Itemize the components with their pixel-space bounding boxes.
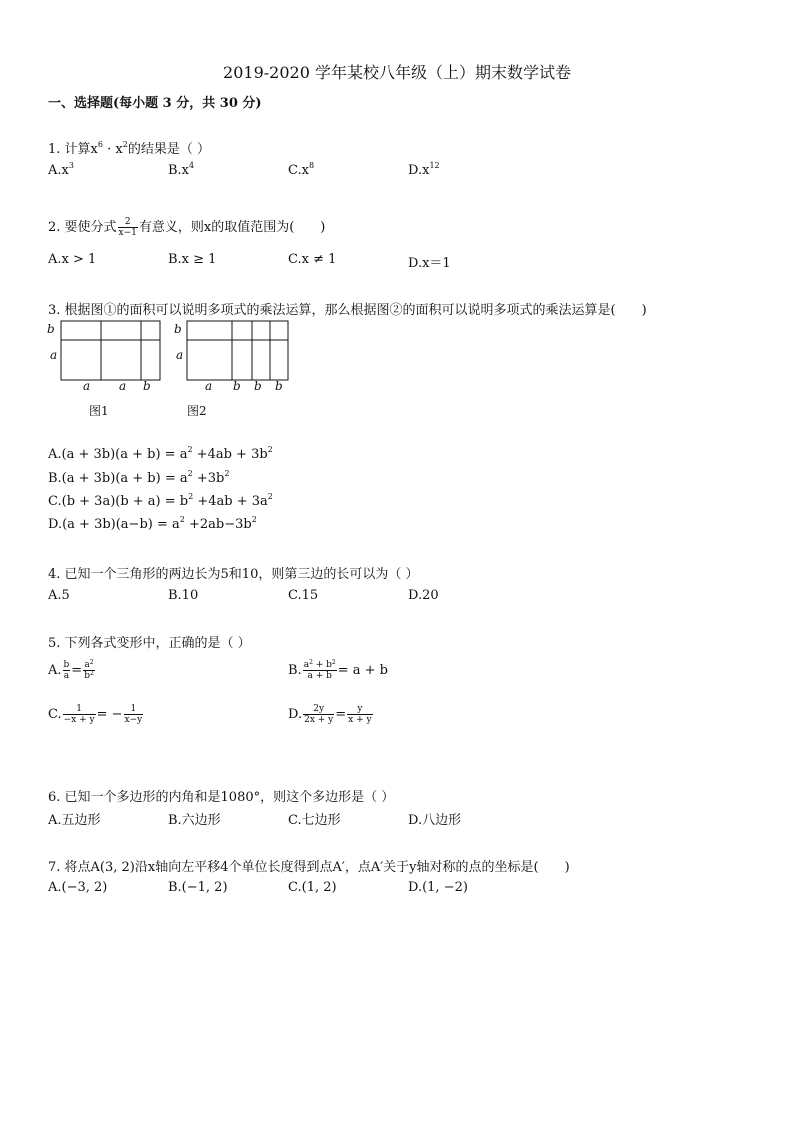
q1-prefix: 1. 计算	[48, 142, 91, 157]
fig1-label-a2: a	[119, 379, 127, 393]
fig2-label-b1: b	[233, 379, 241, 393]
q1-option-b: $B.x^4$	[168, 161, 195, 178]
q5-option-c: C. $\frac{1}{-x + y}$ = − $\frac{1}{x-y}$	[48, 704, 143, 725]
question-6: 6. 已知一个多边形的内角和是1080°，则这个多边形是（ ）	[48, 790, 395, 805]
q2-option-d: D.x＝1	[408, 256, 451, 271]
q1-suffix: 的结果是（ ）	[127, 142, 210, 157]
q6-option-c: C.七边形	[288, 813, 341, 828]
q1-option-c: $C.x^8$	[288, 161, 315, 178]
q7-option-b: B.(−1, 2)	[168, 880, 228, 895]
q4-option-c: C.15	[288, 588, 319, 603]
q2-option-c: C.x ≠ 1	[288, 252, 337, 267]
fig1-label-a1: a	[83, 379, 91, 393]
fig2-label-a: a	[176, 348, 184, 362]
q3-option-b: $B.(a + 3b)(a + b) = a^2 +3b^2$	[48, 469, 230, 486]
q2-option-b: B.x ≥ 1	[168, 252, 217, 267]
q4-option-b: B.10	[168, 588, 199, 603]
q3-option-d: $D.(a + 3b)(a-b) = a^2 +2ab-3b^2$	[48, 515, 257, 532]
q6-option-b: B.六边形	[168, 813, 221, 828]
question-4: 4. 已知一个三角形的两边长为5和10，则第三边的长可以为（ ）	[48, 567, 419, 582]
q1-option-d: $D.x^{12}$	[408, 161, 440, 178]
fig2-label-b: b	[174, 322, 182, 336]
question-5: 5. 下列各式变形中，正确的是（ ）	[48, 636, 251, 651]
fig2-label-b2: b	[254, 379, 262, 393]
q2-prefix: 2. 要使分式	[48, 220, 117, 235]
q1-option-a: $A.x^3$	[48, 161, 74, 178]
fig2-caption: 图2	[187, 404, 207, 418]
section-heading: 一、选择题(每小题 3 分，共 30 分)	[48, 96, 262, 111]
question-3: 3. 根据图①的面积可以说明多项式的乘法运算，那么根据图②的面积可以说明多项式的乘法运算是( )	[48, 303, 647, 318]
q2-suffix: 有意义，则x的取值范围为( )	[138, 220, 326, 235]
q5-option-a: A. $\frac{b}{a}$ = $\frac{a^2}{b^2}$	[48, 659, 94, 681]
fig1-caption: 图1	[89, 404, 109, 418]
question-2	[48, 216, 325, 238]
q7-option-c: C.(1, 2)	[288, 880, 337, 895]
q7-option-d: D.(1, −2)	[408, 880, 468, 895]
q6-option-d: D.八边形	[408, 813, 462, 828]
question-7: 7. 将点A(3, 2)沿x轴向左平移4个单位长度得到点A′，点A′关于y轴对称的点的坐标是( )	[48, 860, 570, 875]
question-1: 1. 计算$x^6 \cdot x^2$的结果是（ ）	[48, 140, 210, 157]
fig1-label-b: b	[47, 322, 55, 336]
q6-option-a: A.五边形	[48, 813, 101, 828]
q4-option-d: D.20	[408, 588, 439, 603]
q5-option-b: B. $\frac{a^2 + b^2}{a + b}$ = a + b	[288, 659, 389, 681]
fig1-label-b2: b	[143, 379, 151, 393]
page-title: 2019-2020 学年某校八年级（上）期末数学试卷	[223, 63, 571, 82]
q5-option-d: D. $\frac{2y}{2x + y}$ = $\frac{y}{x + y}$	[288, 704, 372, 725]
q7-option-a: A.(−3, 2)	[48, 880, 108, 895]
q3-option-a: $A.(a + 3b)(a + b) = a^2 +4ab + 3b^2$	[48, 445, 273, 462]
q2-option-a: A.x > 1	[48, 252, 97, 267]
fig1-label-a: a	[50, 348, 58, 362]
fig2-label-b3: b	[275, 379, 283, 393]
q2-fraction: $\frac{2}{x-1}$	[118, 217, 137, 238]
q3-option-c: $C.(b + 3a)(b + a) = b^2 +4ab + 3a^2$	[48, 492, 273, 509]
q4-option-a: A.5	[48, 588, 70, 603]
fig2-label-a1: a	[205, 379, 213, 393]
